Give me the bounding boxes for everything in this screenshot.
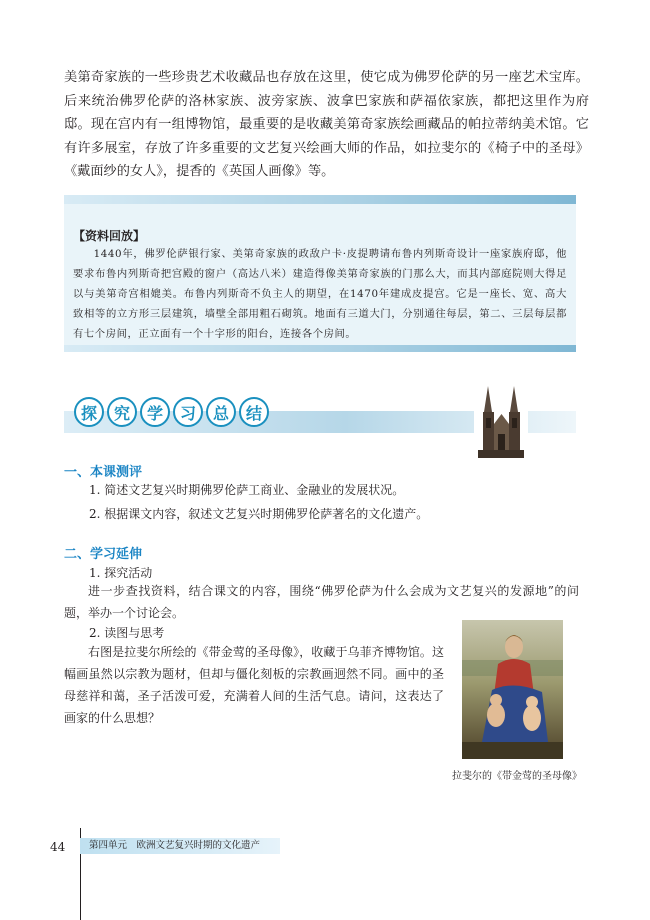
banner-char: 探: [74, 397, 104, 427]
banner-char: 究: [107, 397, 137, 427]
reading-text: 右图是拉斐尔所绘的《带金莺的圣母像》，收藏于乌菲齐博物馆。这幅画虽然以宗教为题材，但却与僵化刻板的宗教画迥然不同。画中的圣母慈祥和蔼，圣子活泼可爱，充满着人间的生活气息。请问，这表达了画家的什么思想？: [64, 645, 444, 725]
source-box: [64, 195, 576, 352]
painting-caption: 拉斐尔的《带金莺的圣母像》: [452, 771, 582, 782]
section-banner-title: [74, 397, 269, 427]
section-1-heading: 一、本课测评: [64, 465, 143, 480]
activity-label: 1. 探究活动: [89, 566, 153, 580]
source-box-top-bar: [64, 195, 576, 204]
madonna-painting-image: [462, 620, 563, 759]
source-box-title: 【资料回放】: [73, 229, 146, 243]
page-number: 44: [50, 840, 66, 854]
banner-char: 学: [140, 397, 170, 427]
intro-paragraph: 美第奇家族的一些珍贵艺术收藏品也存放在这里，使它成为佛罗伦萨的另一座艺术宝库。后来统治佛罗伦萨的洛林家族、波旁家族、波拿巴家族和萨福依家族，都把这里作为府邸。现在宫内有一组博物馆，最重要的是收藏美第奇家族绘画藏品的帕拉蒂纳美术馆。它有许多展室，存放了许多重要的文艺复兴绘画大师的作品，如拉斐尔的《椅子中的圣母》《戴面纱的女人》，提香的《英国人画像》等。: [64, 70, 589, 179]
section-2-heading: 二、学习延伸: [64, 547, 143, 562]
source-box-text: 1440年，佛罗伦萨银行家、美第奇家族的政敌户卡·皮提聘请布鲁内列斯奇设计一座家族府邸，他要求布鲁内列斯奇把宫殿的窗户（高达八米）建造得像美第奇家族的门那么大，而其内部庭院则大得足以与美第奇宫相媲美。布鲁内列斯奇不负主人的期望，在1470年建成皮提宫。它是一座长、宽、高大致相等的立方形三层建筑，墙壁全部用粗石砌筑。地面有三道大门，分别通往每层，第二、三层每层都有七个房间，正立面有一个十字形的阳台，连接各个房间。: [73, 248, 567, 340]
reading-label: 2. 读图与思考: [89, 626, 165, 640]
banner-char: 总: [206, 397, 236, 427]
cathedral-illustration: [474, 384, 528, 458]
activity-text: 进一步查找资料，结合课文的内容，围绕“佛罗伦萨为什么会成为文艺复兴的发源地”的问题，举办一个讨论会。: [64, 584, 579, 620]
question-1: 1. 简述文艺复兴时期佛罗伦萨工商业、金融业的发展状况。: [89, 483, 405, 497]
banner-char: 习: [173, 397, 203, 427]
source-box-bottom-bar: [64, 345, 576, 352]
question-2: 2. 根据课文内容，叙述文艺复兴时期佛罗伦萨著名的文化遗产。: [89, 507, 429, 521]
banner-char: 结: [239, 397, 269, 427]
unit-title: 第四单元 欧洲文艺复兴时期的文化遗产: [80, 838, 280, 854]
